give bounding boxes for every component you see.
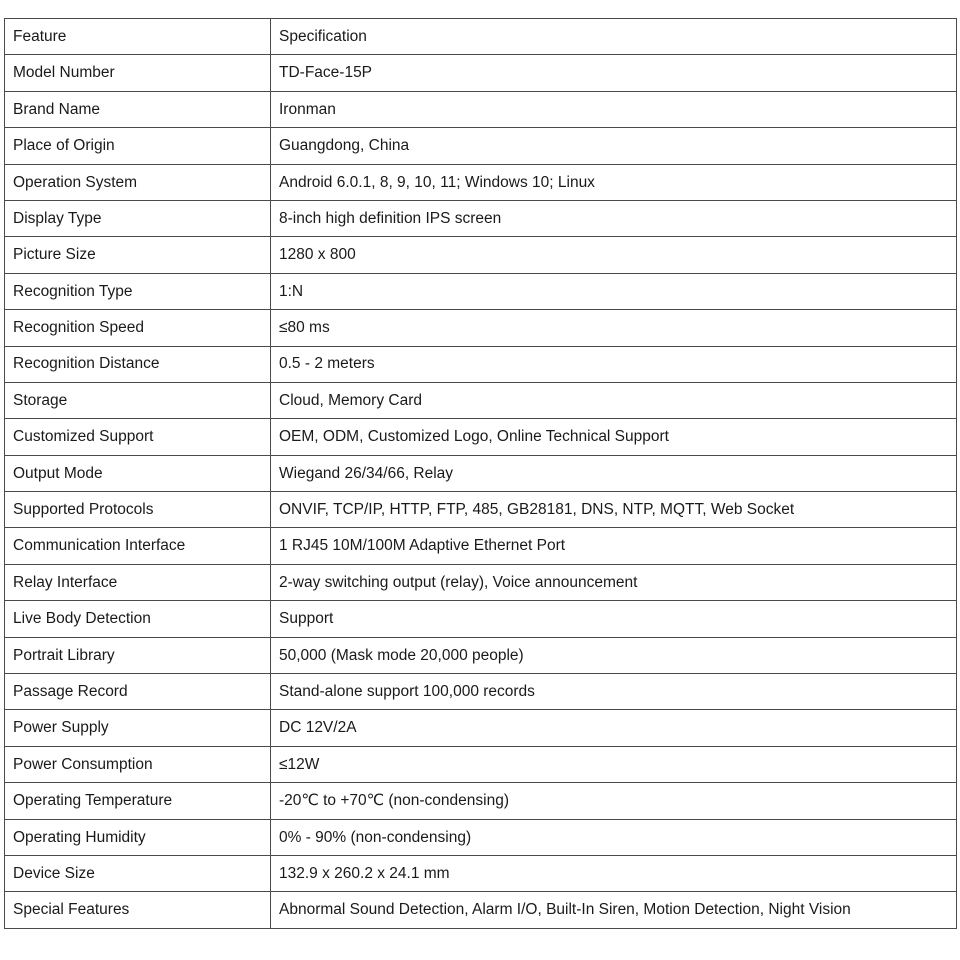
specification-cell: 50,000 (Mask mode 20,000 people)	[271, 637, 957, 673]
specification-cell: 0% - 90% (non-condensing)	[271, 819, 957, 855]
feature-cell: Communication Interface	[5, 528, 271, 564]
feature-cell: Display Type	[5, 200, 271, 236]
table-row	[5, 819, 957, 855]
feature-cell: Place of Origin	[5, 128, 271, 164]
table-row	[5, 164, 957, 200]
specification-cell: 1:N	[271, 273, 957, 309]
specification-cell: 132.9 x 260.2 x 24.1 mm	[271, 855, 957, 891]
table-row	[5, 528, 957, 564]
table-row	[5, 128, 957, 164]
feature-cell: Operation System	[5, 164, 271, 200]
specification-cell: Abnormal Sound Detection, Alarm I/O, Built-In Siren, Motion Detection, Night Vision	[271, 892, 957, 928]
feature-cell: Recognition Type	[5, 273, 271, 309]
feature-cell: Device Size	[5, 855, 271, 891]
specification-table	[4, 18, 957, 929]
table-row	[5, 419, 957, 455]
specification-cell: Android 6.0.1, 8, 9, 10, 11; Windows 10; Linux	[271, 164, 957, 200]
feature-cell: Customized Support	[5, 419, 271, 455]
table-row	[5, 382, 957, 418]
feature-cell: Recognition Distance	[5, 346, 271, 382]
table-row	[5, 200, 957, 236]
feature-cell: Recognition Speed	[5, 310, 271, 346]
feature-cell: Brand Name	[5, 91, 271, 127]
table-row	[5, 710, 957, 746]
feature-cell: Model Number	[5, 55, 271, 91]
specification-cell: ≤80 ms	[271, 310, 957, 346]
specification-cell: ≤12W	[271, 746, 957, 782]
table-row	[5, 601, 957, 637]
specification-cell: Support	[271, 601, 957, 637]
feature-cell: Portrait Library	[5, 637, 271, 673]
table-row	[5, 310, 957, 346]
specification-cell: -20℃ to +70℃ (non-condensing)	[271, 783, 957, 819]
table-row	[5, 492, 957, 528]
feature-cell: Operating Humidity	[5, 819, 271, 855]
specification-cell: 1280 x 800	[271, 237, 957, 273]
feature-cell: Power Consumption	[5, 746, 271, 782]
specification-cell: ONVIF, TCP/IP, HTTP, FTP, 485, GB28181, DNS, NTP, MQTT, Web Socket	[271, 492, 957, 528]
feature-cell: Power Supply	[5, 710, 271, 746]
specification-cell: Stand-alone support 100,000 records	[271, 674, 957, 710]
header-specification: Specification	[271, 19, 957, 55]
feature-cell: Operating Temperature	[5, 783, 271, 819]
feature-cell: Special Features	[5, 892, 271, 928]
specification-cell: OEM, ODM, Customized Logo, Online Technical Support	[271, 419, 957, 455]
specification-cell: Ironman	[271, 91, 957, 127]
specification-cell: 8-inch high definition IPS screen	[271, 200, 957, 236]
table-row	[5, 273, 957, 309]
table-row	[5, 783, 957, 819]
specification-cell: 0.5 - 2 meters	[271, 346, 957, 382]
specification-cell: DC 12V/2A	[271, 710, 957, 746]
table-row	[5, 346, 957, 382]
feature-cell: Supported Protocols	[5, 492, 271, 528]
feature-cell: Picture Size	[5, 237, 271, 273]
table-row	[5, 55, 957, 91]
feature-cell: Live Body Detection	[5, 601, 271, 637]
header-feature: Feature	[5, 19, 271, 55]
table-row	[5, 455, 957, 491]
specification-cell: Wiegand 26/34/66, Relay	[271, 455, 957, 491]
specification-cell: Cloud, Memory Card	[271, 382, 957, 418]
table-row	[5, 637, 957, 673]
feature-cell: Relay Interface	[5, 564, 271, 600]
table-row	[5, 91, 957, 127]
specification-cell: 1 RJ45 10M/100M Adaptive Ethernet Port	[271, 528, 957, 564]
feature-cell: Output Mode	[5, 455, 271, 491]
specification-cell: Guangdong, China	[271, 128, 957, 164]
table-row	[5, 855, 957, 891]
table-row	[5, 892, 957, 928]
specification-cell: TD-Face-15P	[271, 55, 957, 91]
feature-cell: Passage Record	[5, 674, 271, 710]
specification-cell: 2-way switching output (relay), Voice announcement	[271, 564, 957, 600]
table-row	[5, 237, 957, 273]
feature-cell: Storage	[5, 382, 271, 418]
table-row	[5, 564, 957, 600]
table-header-row	[5, 19, 957, 55]
table-row	[5, 674, 957, 710]
table-row	[5, 746, 957, 782]
specification-table-body	[5, 19, 957, 929]
